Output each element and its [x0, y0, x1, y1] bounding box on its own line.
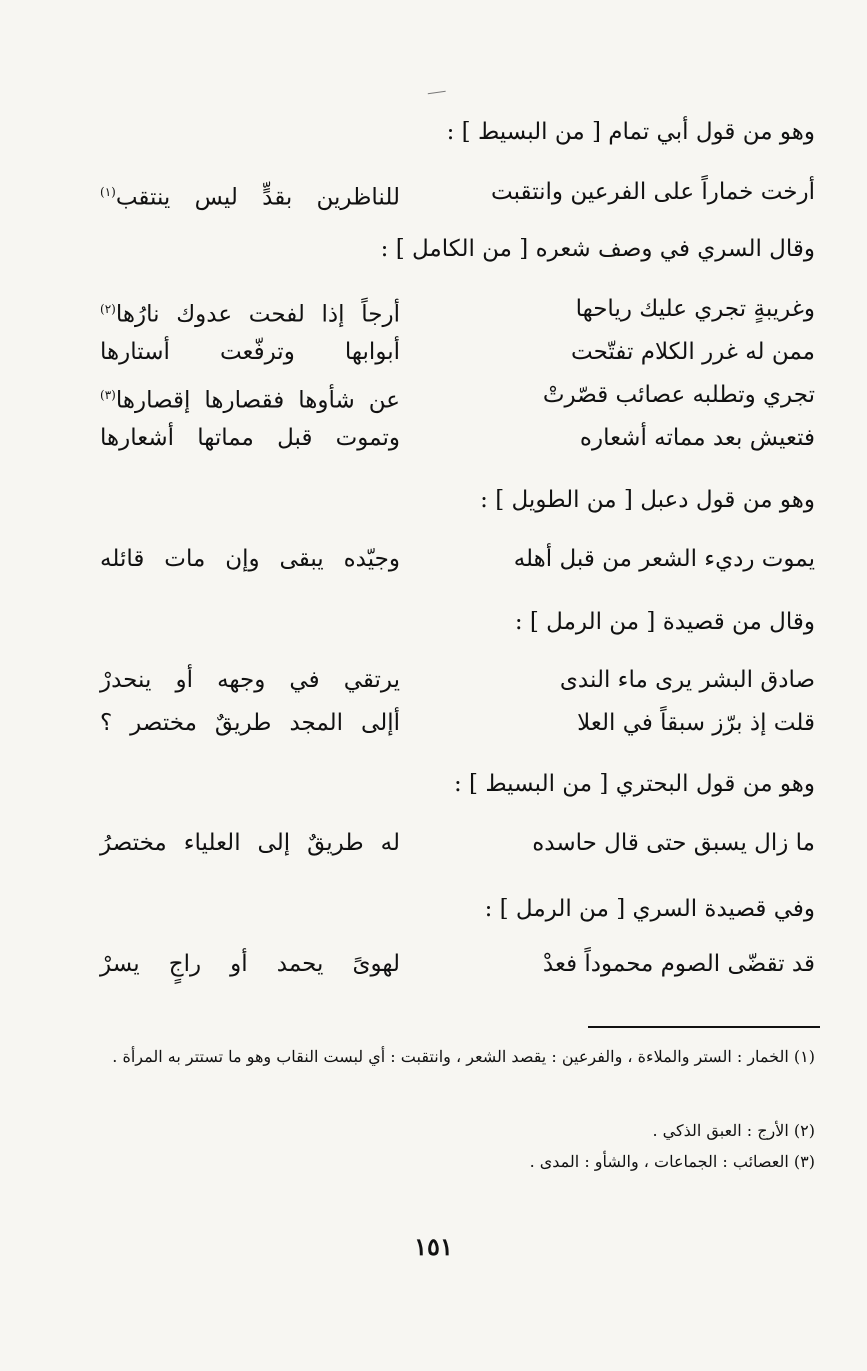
page-number: ١٥١ — [414, 1232, 453, 1261]
second-hemistich: يرتقي في وجهه أو ينحدرْ — [100, 667, 400, 693]
footnote-marker: (٢) — [100, 302, 116, 316]
footnote-marker: (١) — [100, 185, 116, 199]
verse-line — [100, 332, 815, 372]
second-hemistich — [100, 172, 400, 212]
second-hemistich: أبوابها وترفّعت أستارها — [100, 339, 400, 365]
verse-intro: وهو من قول دعبل [ من الطويل ] : — [480, 487, 815, 513]
first-hemistich: تجري وتطلبه عصائب قصّرتْ — [542, 382, 815, 408]
footnote: (٣) العصائب : الجماعات ، والشأو : المدى . — [529, 1152, 815, 1171]
first-hemistich: يموت رديء الشعر من قبل أهله — [513, 546, 815, 572]
hemistich-text: عن شأوها فقصارها إقصارها — [115, 387, 400, 414]
first-hemistich: قد تقضّى الصوم محموداً فعدْ — [542, 951, 815, 977]
verse-line — [100, 944, 815, 984]
first-hemistich: صادق البشر يرى ماء الندى — [559, 667, 815, 693]
second-hemistich: أإلى المجد طريقٌ مختصر ؟ — [100, 710, 400, 736]
verse-intro: وقال من قصيدة [ من الرمل ] : — [514, 609, 815, 635]
verse-line — [100, 703, 815, 743]
second-hemistich: وجيّده يبقى وإن مات قائله — [100, 546, 400, 572]
second-hemistich: وتموت قبل مماتها أشعارها — [100, 425, 400, 451]
first-hemistich: ممن له غرر الكلام تفتّحت — [570, 339, 815, 365]
first-hemistich: ما زال يسبق حتى قال حاسده — [532, 830, 815, 856]
first-hemistich: فتعيش بعد مماته أشعاره — [579, 425, 815, 451]
footnote-separator — [588, 1026, 820, 1028]
second-hemistich: له طريقٌ إلى العلياء مختصرُ — [100, 830, 400, 856]
second-hemistich — [100, 375, 400, 415]
first-hemistich: وغريبةٍ تجري عليك رياحها — [575, 296, 815, 322]
print-mark — [428, 91, 447, 98]
verse-line — [100, 375, 815, 415]
verse-line — [100, 539, 815, 579]
first-hemistich: قلت إذ برّز سبقاً في العلا — [577, 710, 815, 736]
second-hemistich: لهوىً يحمد أو راجٍ يسرْ — [100, 951, 400, 977]
verse-line — [100, 418, 815, 458]
hemistich-text: للناظرين بقدٍّ ليس ينتقب — [115, 184, 400, 211]
verse-line — [100, 289, 815, 329]
footnote: (٢) الأرج : العبق الذكي . — [652, 1121, 815, 1140]
verse-line — [100, 660, 815, 700]
verse-intro: وفي قصيدة السري [ من الرمل ] : — [484, 896, 815, 922]
first-hemistich: أرخت خماراً على الفرعين وانتقبت — [491, 179, 815, 205]
hemistich-text: أرجاً إذا لفحت عدوك نارُها — [115, 301, 400, 328]
footnote: (١) الخمار : الستر والملاءة ، والفرعين : يقصد الشعر ، وانتقبت : أي لبست النقاب وهو ما تستتر به المرأة . — [112, 1047, 815, 1066]
verse-line — [100, 172, 815, 212]
footnote-marker: (٣) — [100, 388, 116, 402]
verse-line — [100, 823, 815, 863]
verse-intro: وهو من قول البحتري [ من البسيط ] : — [454, 771, 815, 797]
verse-intro: وهو من قول أبي تمام [ من البسيط ] : — [446, 119, 815, 145]
second-hemistich — [100, 289, 400, 329]
verse-intro: وقال السري في وصف شعره [ من الكامل ] : — [380, 236, 815, 262]
